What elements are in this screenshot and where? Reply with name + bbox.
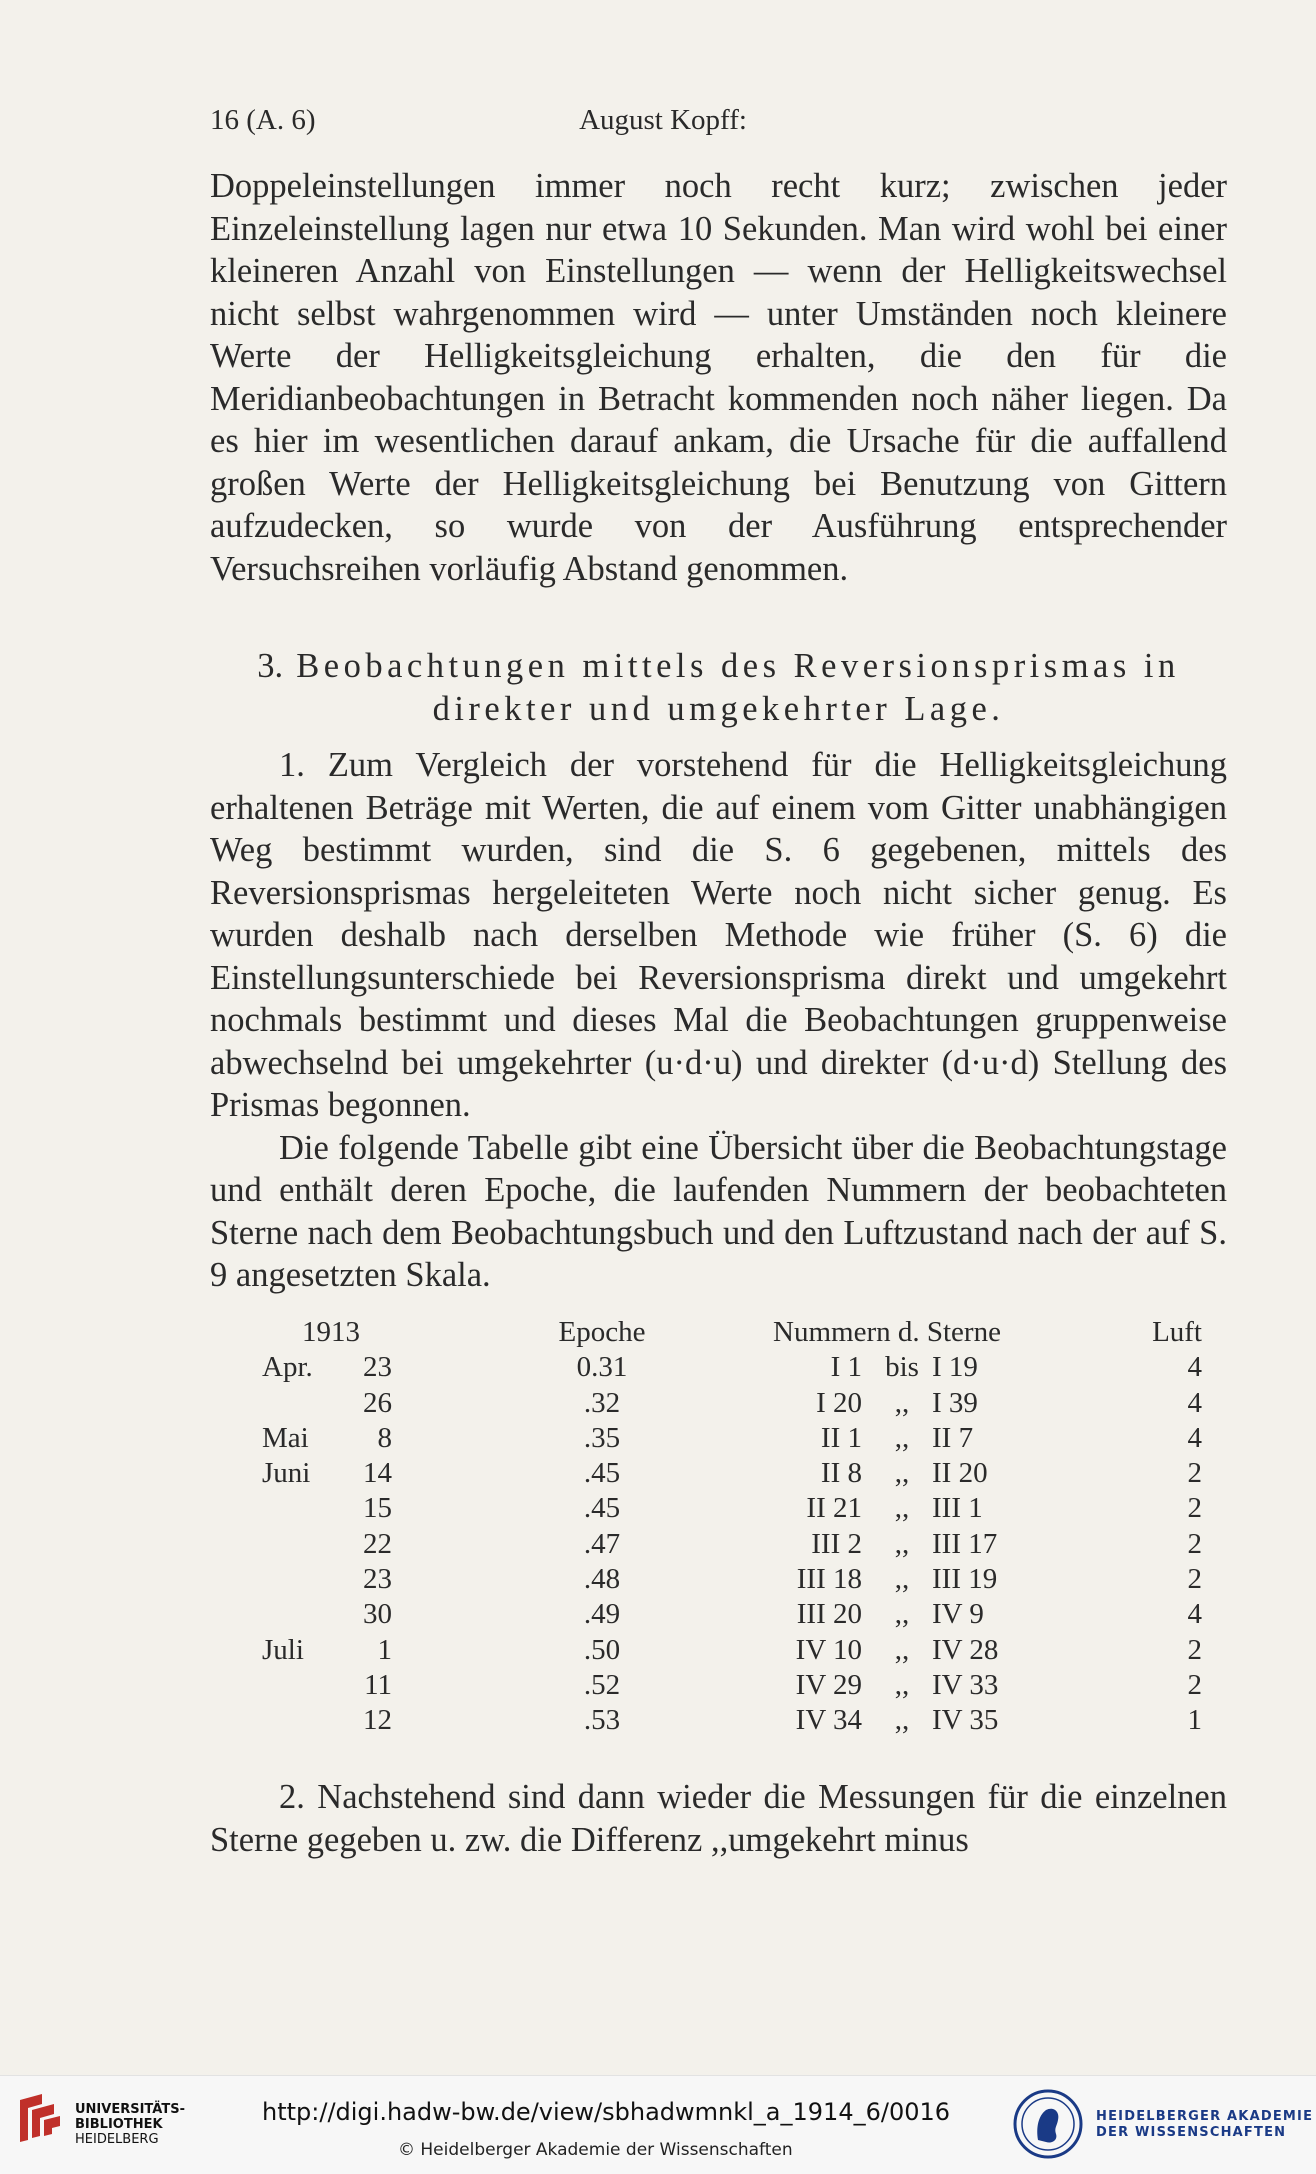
header-year: 1913 xyxy=(302,1316,360,1348)
academy-name xyxy=(1096,2109,1313,2141)
row-epoch: .45 xyxy=(583,1492,621,1525)
library-logo-icon xyxy=(14,2090,64,2146)
row-day: 23 xyxy=(363,1351,392,1384)
row-air: 2 xyxy=(1187,1633,1202,1666)
paragraph-1 xyxy=(210,165,1227,590)
row-star-from: III 20 xyxy=(796,1598,862,1631)
library-name-line2: BIBLIOTHEK xyxy=(75,2117,163,2132)
row-star-from: I 20 xyxy=(816,1386,862,1419)
section-body xyxy=(210,744,1227,1297)
row-star-to: III 1 xyxy=(932,1492,983,1525)
row-star-to: I 19 xyxy=(932,1351,978,1384)
header-air: Luft xyxy=(1152,1316,1202,1348)
row-day: 23 xyxy=(363,1563,392,1596)
row-epoch: .45 xyxy=(583,1457,621,1490)
section-heading xyxy=(210,645,1227,730)
row-star-to: III 17 xyxy=(932,1527,998,1560)
paragraph-4-text: 2. Nachstehend sind dann wieder die Messungen für die einzelnen Sterne gegeben u. zw. die Differenz ,,umgekehrt minus xyxy=(210,1778,1227,1859)
row-star-to: IV 28 xyxy=(932,1633,999,1666)
table-row xyxy=(262,1492,1202,1527)
row-separator: ,, xyxy=(894,1563,910,1596)
row-day: 12 xyxy=(363,1704,392,1737)
row-air: 4 xyxy=(1187,1351,1202,1384)
row-separator: ,, xyxy=(894,1457,910,1490)
row-separator: ,, xyxy=(894,1527,910,1560)
row-epoch: .52 xyxy=(583,1668,621,1701)
row-star-to: IV 33 xyxy=(932,1668,999,1701)
row-day: 11 xyxy=(364,1668,392,1701)
library-name-line1: UNIVERSITÄTS- xyxy=(75,2102,185,2117)
row-epoch: .53 xyxy=(583,1704,621,1737)
row-air: 4 xyxy=(1187,1598,1202,1631)
row-separator: ,, xyxy=(894,1598,910,1631)
row-star-from: II 1 xyxy=(820,1421,862,1454)
row-day: 15 xyxy=(363,1492,392,1525)
row-air: 2 xyxy=(1187,1563,1202,1596)
row-day: 30 xyxy=(363,1598,392,1631)
row-separator: ,, xyxy=(894,1704,910,1737)
row-star-to: II 7 xyxy=(932,1421,974,1454)
row-epoch: .48 xyxy=(583,1563,621,1596)
viewer-footer xyxy=(0,2075,1316,2174)
row-air: 2 xyxy=(1187,1457,1202,1490)
paragraph-4 xyxy=(210,1776,1227,1861)
row-day: 8 xyxy=(377,1421,392,1454)
row-star-to: IV 35 xyxy=(932,1704,999,1737)
academy-seal-icon xyxy=(1012,2088,1084,2160)
row-star-from: IV 29 xyxy=(795,1668,862,1701)
paragraph-1-text: Doppeleinstellungen immer noch recht kurz; zwischen jeder Einzeleinstellung lagen nur etwa 10 Sekunden. Man wird wohl bei einer kleineren Anzahl von Einstellungen — wenn der Helligkeitswechsel nicht selbst wahrgenommen wird — unter Umständen noch kleinere Werte der Helligkeitsgleichung erhalten, die den für die Meridianbeobachtungen in Betracht kommenden noch näher liegen. Da es hier im wesentlichen darauf ankam, die Ursache für die auffallend großen Werte der Helligkeitsgleichung bei Benutzung von Gittern aufzudecken, so wurde von der Ausführung entsprechender Versuchsreihen vorläufig Abstand genommen. xyxy=(210,167,1227,588)
row-star-from: I 1 xyxy=(830,1351,862,1384)
row-epoch: 0.31 xyxy=(576,1351,628,1384)
table-row xyxy=(262,1633,1202,1669)
table-row xyxy=(262,1598,1202,1633)
row-star-from: IV 34 xyxy=(795,1704,862,1737)
row-star-to: III 19 xyxy=(932,1563,998,1596)
table-row xyxy=(262,1527,1202,1563)
row-separator: ,, xyxy=(894,1633,910,1666)
academy-name-line1: HEIDELBERGER AKADEMIE xyxy=(1096,2109,1314,2124)
row-epoch: .50 xyxy=(583,1633,621,1666)
table-row xyxy=(262,1668,1202,1704)
row-separator: ,, xyxy=(894,1421,910,1454)
paragraph-3: Die folgende Tabelle gibt eine Übersicht über die Beobachtungstage und enthält deren Epoche, die laufenden Nummern der beobachteten Sterne nach dem Beobachtungsbuch und den Luftzustand nach der auf S. 9 angesetzten Skala. xyxy=(210,1128,1227,1294)
table-row xyxy=(262,1386,1202,1422)
row-separator: ,, xyxy=(894,1492,910,1525)
paragraph-2: 1. Zum Vergleich der vorstehend für die Helligkeitsgleichung erhaltenen Beträge mit Werten, die auf einem vom Gitter unabhängigen Weg bestimmt wurden, sind die S. 6 gegebenen, mittels des Reversionsprismas hergeleiteten Werte noch nicht sicher genug. Es wurden deshalb nach derselben Methode wie früher (S. 6) die Einstellungsunterschiede bei Reversionsprisma direkt und umgekehrt nochmals bestimmt und dieses Mal die Beobachtungen gruppenweise abwechselnd bei umgekehrter (u·d·u) und direkter (d·u·d) Stellung des Prismas begonnen. xyxy=(210,746,1227,1124)
row-air: 2 xyxy=(1187,1492,1202,1525)
row-air: 2 xyxy=(1187,1668,1202,1701)
section-number: 3. xyxy=(257,647,284,685)
observation-table xyxy=(262,1316,1202,1740)
row-month: Juni xyxy=(262,1457,311,1490)
header-star-numbers: Nummern d. Sterne xyxy=(773,1316,1001,1348)
row-separator: ,, xyxy=(894,1668,910,1701)
permalink-url[interactable]: http://digi.hadw-bw.de/view/sbhadwmnkl_a_1914_6/0016 xyxy=(262,2098,951,2126)
row-separator: ,, xyxy=(894,1386,910,1419)
table-row xyxy=(262,1351,1202,1386)
row-day: 22 xyxy=(363,1527,392,1560)
row-star-from: IV 10 xyxy=(795,1633,862,1666)
table-row xyxy=(262,1704,1202,1739)
academy-name-line2: DER WISSENSCHAFTEN xyxy=(1096,2125,1287,2140)
table-row xyxy=(262,1457,1202,1492)
page-number: 16 (A. 6) xyxy=(210,104,316,136)
row-star-from: III 2 xyxy=(811,1527,862,1560)
row-star-from: II 21 xyxy=(806,1492,862,1525)
section-title-line1: Beobachtungen mittels des Reversionsprismas in xyxy=(296,647,1180,685)
table-row xyxy=(262,1421,1202,1457)
row-day: 26 xyxy=(363,1386,392,1419)
copyright-notice: © Heidelberger Akademie der Wissenschaften xyxy=(398,2140,793,2160)
row-air: 4 xyxy=(1187,1386,1202,1419)
row-epoch: .35 xyxy=(583,1421,621,1454)
row-separator: bis xyxy=(885,1351,919,1384)
table-header-row xyxy=(262,1316,1202,1351)
row-star-to: II 20 xyxy=(932,1457,988,1490)
row-star-to: IV 9 xyxy=(932,1598,984,1631)
row-air: 1 xyxy=(1187,1704,1202,1737)
section-title-line2: direkter und umgekehrter Lage. xyxy=(432,689,1005,728)
table-row xyxy=(262,1563,1202,1598)
library-name xyxy=(75,2102,185,2147)
row-epoch: .47 xyxy=(583,1527,621,1560)
row-star-to: I 39 xyxy=(932,1386,978,1419)
row-air: 2 xyxy=(1187,1527,1202,1560)
row-star-from: III 18 xyxy=(796,1563,862,1596)
row-epoch: .32 xyxy=(583,1386,621,1419)
row-air: 4 xyxy=(1187,1421,1202,1454)
running-title-author: August Kopff: xyxy=(579,104,747,136)
row-day: 1 xyxy=(377,1633,392,1666)
row-month: Apr. xyxy=(262,1351,313,1384)
row-month: Mai xyxy=(262,1421,309,1454)
row-day: 14 xyxy=(363,1457,392,1490)
library-name-line3: HEIDELBERG xyxy=(75,2132,159,2147)
row-star-from: II 8 xyxy=(820,1457,862,1490)
row-month: Juli xyxy=(262,1633,304,1666)
header-epoch: Epoche xyxy=(558,1316,646,1348)
row-epoch: .49 xyxy=(583,1598,621,1631)
